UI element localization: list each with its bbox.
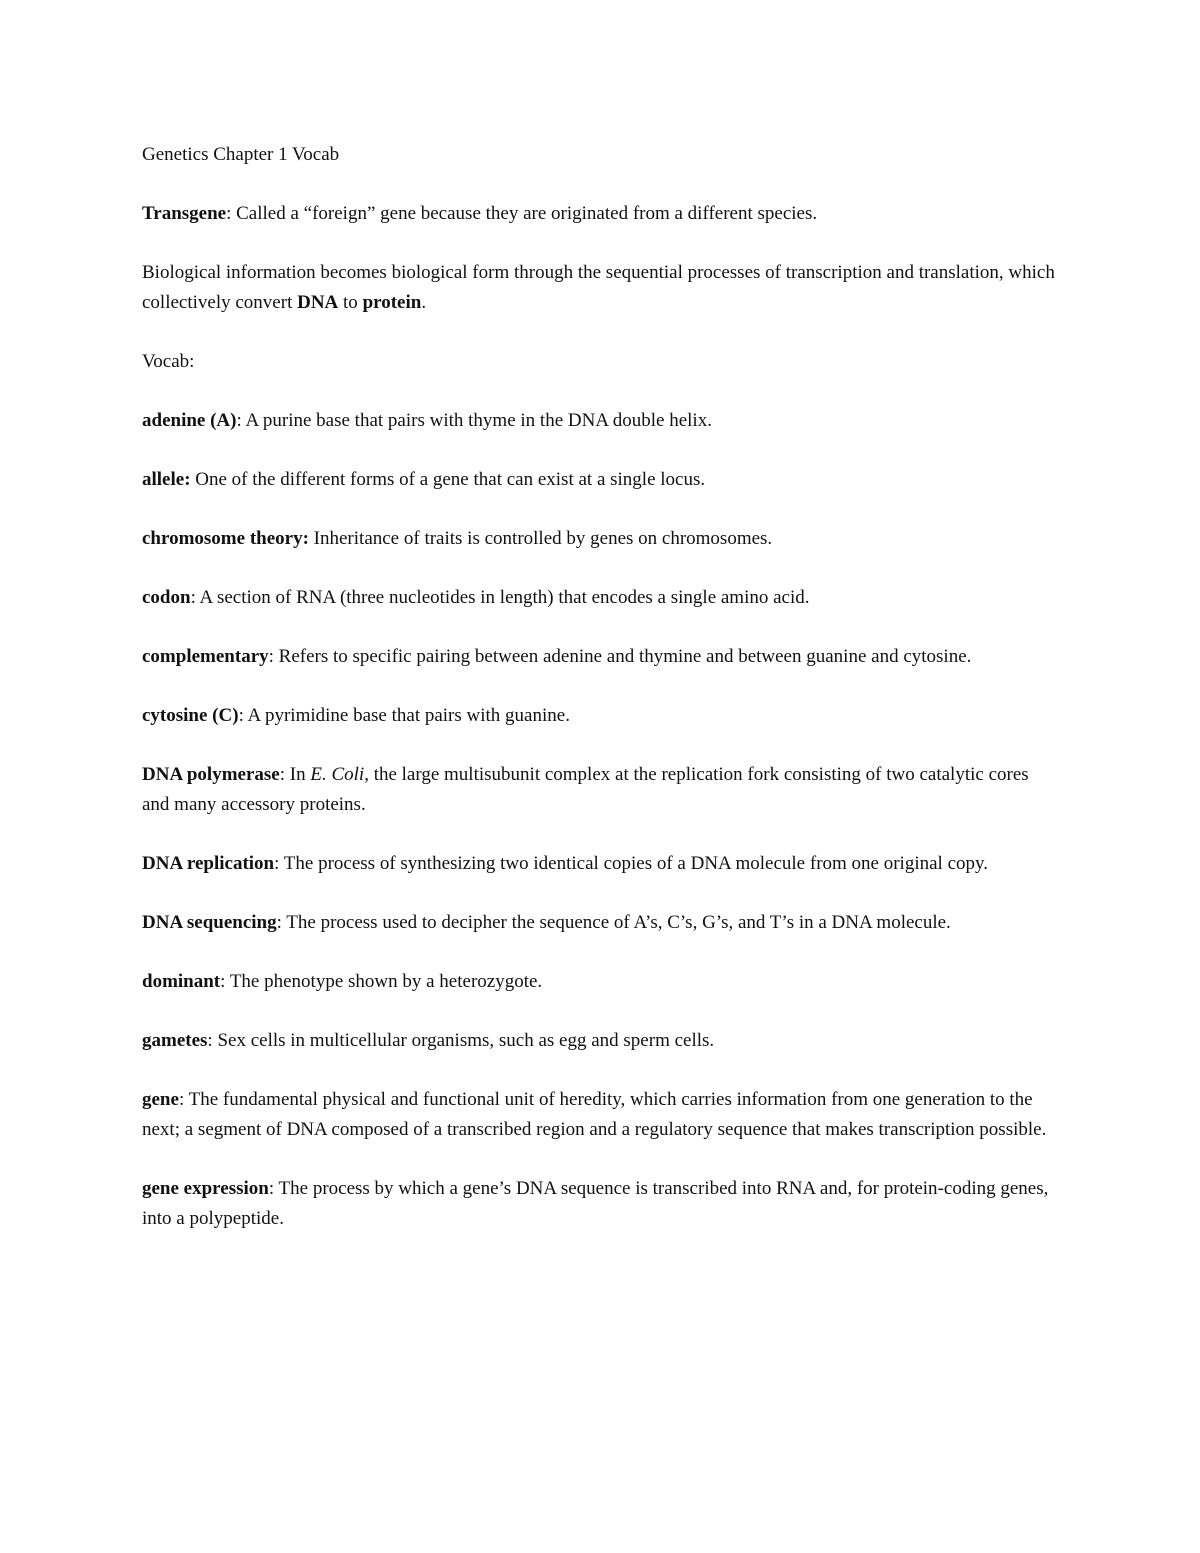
vocab-term: gene expression	[142, 1178, 269, 1199]
vocab-entry	[142, 1085, 1057, 1145]
vocab-term: DNA polymerase	[142, 764, 280, 785]
summary-term-protein: protein	[362, 292, 422, 313]
definition-term: Transgene	[142, 203, 227, 224]
vocab-definition-italic: E. Coli	[310, 764, 365, 785]
vocab-entry	[142, 849, 1057, 879]
vocab-definition: : The process of synthesizing two identical copies of a DNA molecule from one original copy.	[274, 853, 989, 874]
vocab-term: codon	[142, 587, 191, 608]
summary-term-dna: DNA	[297, 292, 339, 313]
vocab-definition: , the large multisubunit complex at the replication fork consisting of two catalytic cores and many accessory proteins.	[142, 764, 1029, 815]
vocab-definition: : A pyrimidine base that pairs with guanine.	[238, 705, 570, 726]
intro-definition	[142, 199, 1057, 229]
vocab-definition: : The fundamental physical and functional unit of heredity, which carries information from one generation to the next; a segment of DNA composed of a transcribed region and a regulatory sequence that makes transcription possible.	[142, 1089, 1047, 1140]
vocab-definition: : A purine base that pairs with thyme in the DNA double helix.	[236, 410, 712, 431]
vocab-entry	[142, 642, 1057, 672]
vocab-definition: Inheritance of traits is controlled by genes on chromosomes.	[308, 528, 773, 549]
document-title: Genetics Chapter 1 Vocab	[142, 144, 340, 165]
vocab-definition: : A section of RNA (three nucleotides in length) that encodes a single amino acid.	[190, 587, 810, 608]
definition-text: : Called a “foreign” gene because they are originated from a different species.	[226, 203, 818, 224]
vocab-entry	[142, 1026, 1057, 1056]
vocab-term: DNA sequencing	[142, 912, 277, 933]
summary-text: Biological information becomes biological form through the sequential processes of transcription and translation, which collectively convert	[142, 262, 1055, 313]
vocab-term: adenine (A)	[142, 410, 237, 431]
vocab-entry	[142, 967, 1057, 997]
vocab-term: gene	[142, 1089, 179, 1110]
vocab-term: allele:	[142, 469, 191, 490]
vocab-entry	[142, 1174, 1057, 1234]
vocab-heading: Vocab:	[142, 351, 195, 372]
summary-text: .	[421, 292, 427, 313]
vocab-definition: : The process used to decipher the sequence of A’s, C’s, G’s, and T’s in a DNA molecule.	[276, 912, 951, 933]
vocab-term: chromosome theory:	[142, 528, 309, 549]
vocab-term: gametes	[142, 1030, 208, 1051]
vocab-entry	[142, 465, 1057, 495]
summary-text: to	[338, 292, 363, 313]
vocab-entry	[142, 908, 1057, 938]
vocab-entry	[142, 760, 1057, 820]
vocab-term: complementary	[142, 646, 269, 667]
vocab-entry	[142, 524, 1057, 554]
vocab-entry	[142, 701, 1057, 731]
vocab-definition: : The phenotype shown by a heterozygote.	[220, 971, 543, 992]
vocab-entry	[142, 406, 1057, 436]
vocab-term: DNA replication	[142, 853, 275, 874]
vocab-definition: : Sex cells in multicellular organisms, such as egg and sperm cells.	[207, 1030, 715, 1051]
vocab-definition: : The process by which a gene’s DNA sequence is transcribed into RNA and, for protein-coding genes, into a polypeptide.	[142, 1178, 1049, 1229]
vocab-definition: : Refers to specific pairing between adenine and thymine and between guanine and cytosine.	[268, 646, 972, 667]
vocab-entry	[142, 583, 1057, 613]
vocab-term: dominant	[142, 971, 221, 992]
summary-paragraph	[142, 258, 1057, 318]
vocab-definition: : In	[279, 764, 311, 785]
vocab-definition: One of the different forms of a gene that can exist at a single locus.	[190, 469, 706, 490]
document-body	[142, 140, 1057, 1263]
vocab-term: cytosine (C)	[142, 705, 239, 726]
